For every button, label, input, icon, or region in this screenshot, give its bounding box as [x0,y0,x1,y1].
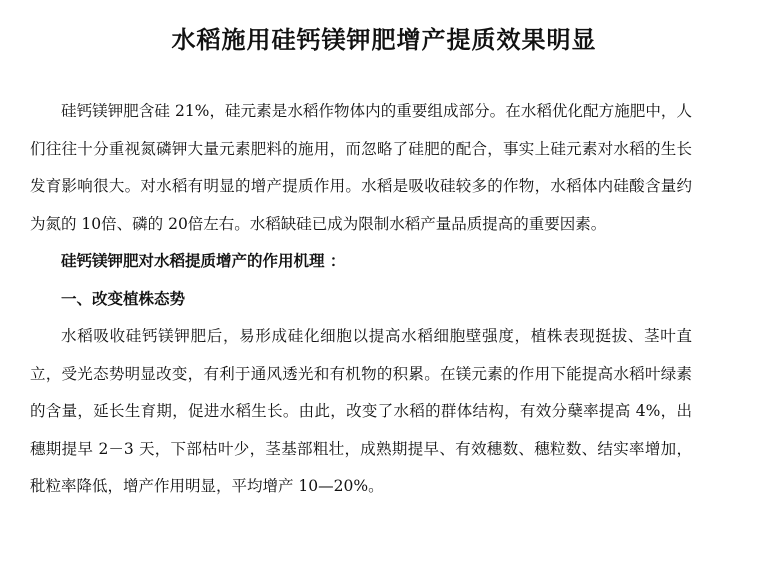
document-title: 水稻施用硅钙镁钾肥增产提质效果明显 [171,26,597,54]
document-body [30,93,692,506]
mechanism-heading: 硅钙镁钾肥对水稻提质增产的作用机理 ： [61,252,346,270]
section-paragraph-1: 水稻吸收硅钙镁钾肥后，易形成硅化细胞以提高水稻细胞壁强度，植株表现挺拔、茎叶直立，受光态势明显改变，有利于通风透光和有机物的积累。在镁元素的作用下能提高水稻叶绿素的含量，延长生育期，促进水稻生长。由此，改变了水稻的群体结构，有效分蘖率提高 4%，出穗期提早 2－3 天，下部枯叶少，茎基部粗壮，成熟期提早、有效穗数、穗粒数、结实率增加，秕粒率降低，增产作用明显，平均增产 10—20%。 [30,327,692,495]
section-heading-1: 一、改变植株态势 [61,289,186,308]
intro-paragraph: 硅钙镁钾肥含硅 21%，硅元素是水稻作物体内的重要组成部分。在水稻优化配方施肥中，人们往往十分重视氮磷钾大量元素肥料的施用，而忽略了硅肥的配合，事实上硅元素对水稻的生长发育影响很大。对水稻有明显的增产提质作用。水稻是吸收硅较多的作物，水稻体内硅酸含量约为氮的 10倍、磷的 20倍左右。水稻缺硅已成为限制水稻产量品质提高的重要因素。 [30,102,692,233]
